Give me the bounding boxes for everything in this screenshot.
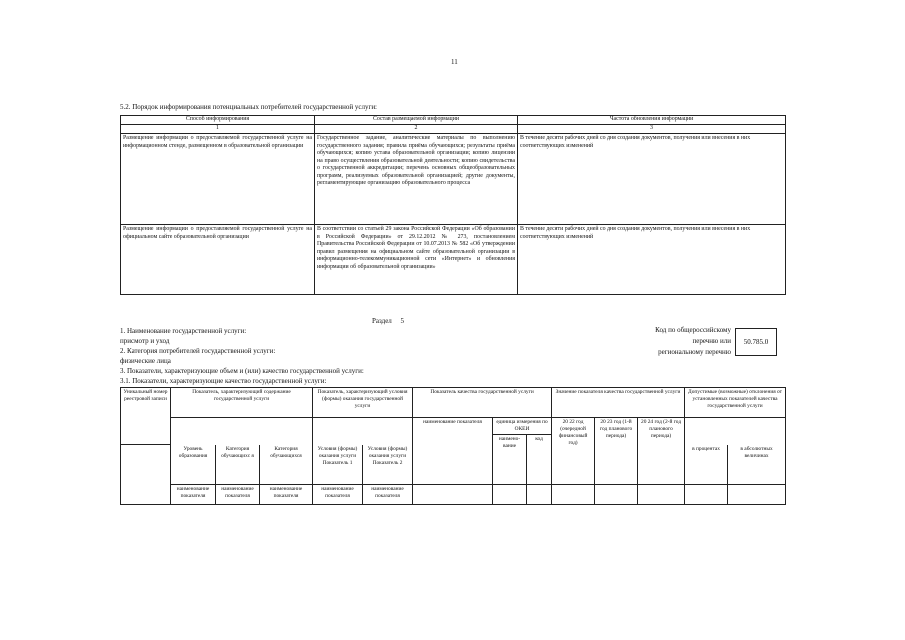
col-num-1: 1: [121, 125, 315, 134]
section-5-2-heading: 5.2. Порядок информирования потенциальных потребителей государственной услуги:: [120, 103, 378, 111]
indicator-name-3: наименование показателя: [260, 485, 313, 505]
col-unique-number: Уникальный номер реестровой записи: [121, 388, 171, 445]
quality-name-header: наименование показателя: [413, 418, 493, 485]
col-num-3: 3: [518, 125, 786, 134]
year-2-header: 20 23 год (1-й год планового периода): [595, 418, 638, 485]
content-cell: Государственное задание, аналитические материалы по выполнению государственного задания; правила приёма обучающихся; результаты приёма обучающихся; копию устава образовательной организации; копию лицензии на право осуществления образовательной деятельности; копию свидетельства о государственной аккредитации; перечень основных общеобразовательных программ, реализуемых образовательной организацией; другие документы, регламентирующие организацию образовательного процесса: [315, 134, 518, 225]
unit-code-header: код: [527, 435, 552, 485]
col-content-indicator: Показатель, характеризующий содержание государственной услуги: [171, 388, 313, 418]
col-num-2: 2: [315, 125, 518, 134]
conditions-empty: [313, 418, 413, 445]
indicator-name-4: наименование показателя: [313, 485, 363, 505]
sub-condition-1: Условия (формы) оказания услуги Показатель 1: [313, 445, 363, 485]
code-label-2: перечню или: [692, 337, 731, 345]
frequency-cell: В течение десяти рабочих дней со дня создания документов, получения или внесения в них соответствующих изменений: [518, 134, 786, 225]
frequency-cell: В течение десяти рабочих дней со дня создания документов, получения или внесения в них соответствующих изменений: [518, 225, 786, 295]
informing-table: [120, 115, 786, 295]
indicator-name-1: наименование показателя: [171, 485, 216, 505]
unique-number-empty: [121, 445, 171, 505]
indicator-name-2: наименование показателя: [216, 485, 260, 505]
col-header-frequency: Частота обновления информации: [518, 116, 786, 125]
content-cell: В соответствии со статьей 29 закона Российской Федерации «Об образовании в Российской Федерации» от 29.12.2012 № 273, постановлением Правительства Российской Федерации от 10.07.2013 № 582 «Об утверждении правил размещения на официальном сайте образовательной организации в информационно-телекоммуникационной сети «Интернет» и обновления информации об образовательной организации»: [315, 225, 518, 295]
sub-student-category-1: Категория обучающихс я: [216, 445, 260, 485]
quality-unit-header: единица измерения по ОКЕИ: [493, 418, 552, 435]
data-cell: [595, 485, 638, 505]
page-number: 11: [451, 58, 458, 66]
sub-student-category-2: Категория обучающихся: [260, 445, 313, 485]
consumer-category-label: 2. Категория потребителей государственной услуги:: [120, 347, 276, 355]
data-cell: [493, 485, 527, 505]
year-1-header: 20 22 год (очередной финансовый год): [552, 418, 595, 485]
year-3-header: 20 24 год (2-й год планового периода): [638, 418, 685, 485]
registry-code-box: 50.785.0: [735, 328, 777, 356]
table-row: [121, 225, 786, 295]
indicator-name-5: наименование показателя: [363, 485, 413, 505]
section-title: Раздел 5: [372, 317, 405, 325]
service-name-value: присмотр и уход: [120, 337, 170, 345]
col-header-content: Состав размещаемой информации: [315, 116, 518, 125]
data-cell: [527, 485, 552, 505]
quality-indicators-table: [120, 387, 786, 505]
col-quality-indicator: Показатель качества государственной услуги: [413, 388, 552, 418]
data-cell: [728, 485, 786, 505]
col-conditions-indicator: Показатель, характеризующий условия (формы) оказания государственной услуги: [313, 388, 413, 418]
col-allowed-deviation: Допустимые (возможные) отклонения от установленных показателей качества государственной услуги: [685, 388, 786, 418]
deviation-empty: [685, 418, 786, 445]
code-label-3: региональному перечню: [658, 348, 731, 356]
method-cell: Размещение информации о предоставляемой государственной услуге на официальном сайте образовательной организации: [121, 225, 315, 295]
unit-name-header: наимено-вание: [493, 435, 527, 485]
sub-condition-2: Условия (формы) оказания услуги Показатель 2: [363, 445, 413, 485]
table-row: [121, 134, 786, 225]
content-empty: [171, 418, 313, 445]
col-quality-value: Значение показателя качества государственной услуги: [552, 388, 685, 418]
consumer-category-value: физические лица: [120, 357, 171, 365]
deviation-absolute: в абсолютных величинах: [728, 445, 786, 485]
data-cell: [552, 485, 595, 505]
indicators-label: 3. Показатели, характеризующие объем и (или) качество государственной услуги:: [120, 367, 364, 375]
deviation-percent: в процентах: [685, 445, 728, 485]
data-cell: [638, 485, 685, 505]
code-label-1: Код по общероссийскому: [655, 326, 731, 334]
method-cell: Размещение информации о предоставляемой государственной услуге на информационном стенде, размещенном в образовательной организации: [121, 134, 315, 225]
quality-indicators-label: 3.1. Показатели, характеризующие качество государственной услуги:: [120, 377, 327, 385]
sub-education-level: Уровень образования: [171, 445, 216, 485]
data-cell: [685, 485, 728, 505]
col-header-method: Способ информирования: [121, 116, 315, 125]
data-cell: [413, 485, 493, 505]
service-name-label: 1. Наименование государственной услуги:: [120, 327, 247, 335]
